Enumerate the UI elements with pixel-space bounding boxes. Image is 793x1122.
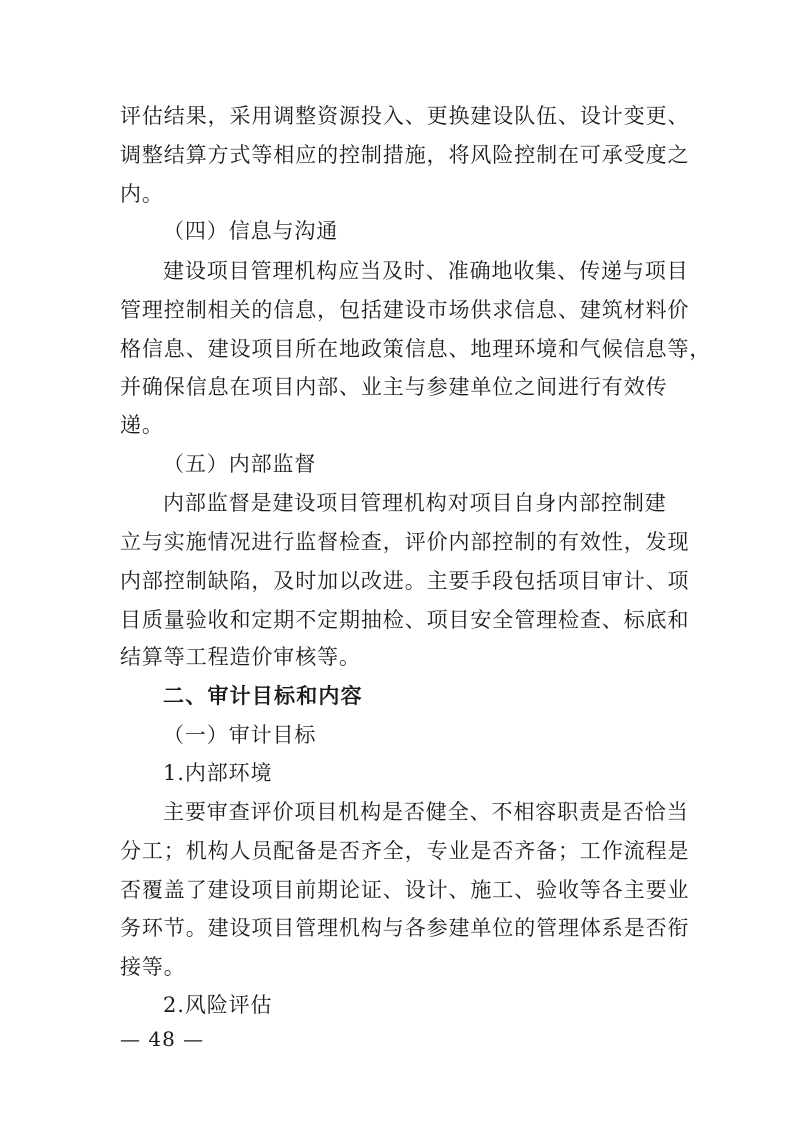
- body-text-line: 建设项目管理机构应当及时、准确地收集、传递与项目: [163, 259, 689, 283]
- body-text-line: 结算等工程造价审核等。: [120, 645, 361, 669]
- page-number: — 48 —: [120, 1027, 205, 1051]
- subsection-heading: 2.风险评估: [163, 993, 273, 1017]
- body-text-line: 主要审查评价项目机构是否健全、不相容职责是否恰当: [163, 800, 689, 824]
- subsection-heading: 1.内部环境: [163, 761, 273, 785]
- body-text-line: 并确保信息在项目内部、业主与参建单位之间进行有效传: [120, 375, 668, 399]
- body-text-line: 调整结算方式等相应的控制措施，将风险控制在可承受度之: [120, 143, 690, 167]
- body-text-line: 内部监督是建设项目管理机构对项目自身内部控制建: [163, 491, 667, 515]
- body-text-line: 管理控制相关的信息，包括建设市场供求信息、建筑材料价: [120, 298, 690, 322]
- body-text-line: 内部控制缺陷，及时加以改进。主要手段包括项目审计、项: [120, 569, 690, 593]
- section-heading: （一）审计目标: [163, 723, 317, 747]
- body-text-line: 否覆盖了建设项目前期论证、设计、施工、验收等各主要业: [120, 878, 690, 902]
- body-text-line: 接等。: [120, 955, 186, 979]
- section-heading: （五）内部监督: [163, 452, 317, 476]
- body-text-line: 评估结果，采用调整资源投入、更换建设队伍、设计变更、: [120, 104, 690, 128]
- body-text-line: 务环节。建设项目管理机构与各参建单位的管理体系是否衔: [120, 916, 690, 940]
- body-text-line: 递。: [120, 413, 164, 437]
- section-heading: （四）信息与沟通: [163, 219, 339, 243]
- body-text-line: 格信息、建设项目所在地政策信息、地理环境和气候信息等，: [120, 337, 712, 361]
- body-text-line: 分工；机构人员配备是否齐全，专业是否齐备；工作流程是: [120, 839, 690, 863]
- body-text-line: 内。: [120, 182, 164, 206]
- chapter-heading: 二、审计目标和内容: [163, 684, 363, 708]
- body-text-line: 立与实施情况进行监督检查，评价内部控制的有效性，发现: [120, 530, 690, 554]
- body-text-line: 目质量验收和定期不定期抽检、项目安全管理检查、标底和: [120, 608, 690, 632]
